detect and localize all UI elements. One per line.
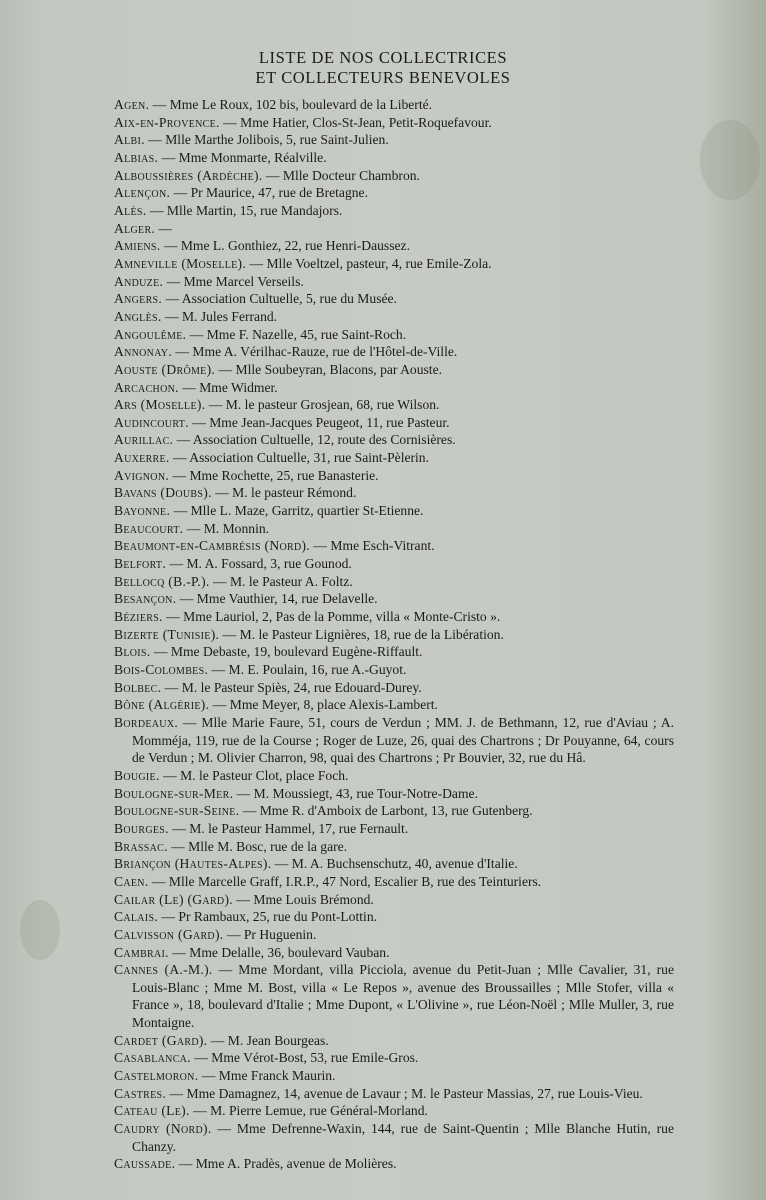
entry-dash <box>233 786 253 801</box>
list-entry <box>114 1155 674 1173</box>
entry-dash <box>219 627 239 642</box>
title-line-2: ET COLLECTEURS BENEVOLES <box>255 68 511 87</box>
entry-dash <box>166 1086 186 1101</box>
entry-city: Brassac. <box>114 838 168 854</box>
title-line-1: LISTE DE NOS COLLECTRICES <box>258 48 508 67</box>
entry-detail: Mme A. Pradès, avenue de Molières. <box>195 1156 397 1172</box>
entry-detail: Mme Rochette, 25, rue Banasterie. <box>189 467 379 483</box>
entry-detail: M. A. Buchsenschutz, 40, avenue d'Italie. <box>291 856 518 872</box>
entry-detail: Pr Rambaux, 25, rue du Pont-Lottin. <box>178 909 378 925</box>
entry-city: Bougie. <box>114 767 160 783</box>
entry-city: Aix-en-Provence. <box>114 114 220 130</box>
list-title <box>0 48 766 88</box>
entry-dash <box>223 927 243 942</box>
entry-detail: M. le Pasteur Spiès, 24, rue Edouard-Durey. <box>181 679 422 695</box>
entry-dash <box>213 962 239 977</box>
entry-city: Albias. <box>114 149 159 165</box>
entry-detail: Mme Lauriol, 2, Pas de la Pomme, villa « Monte-Cristo ». <box>183 609 501 625</box>
entry-city: Anglès. <box>114 308 162 324</box>
list-entry <box>114 908 674 926</box>
list-entry <box>114 96 674 114</box>
entry-dash <box>212 1121 237 1136</box>
entry-city: Ars (Moselle). <box>114 397 206 413</box>
entry-dash <box>191 1050 211 1065</box>
entry-city: Bolbec. <box>114 679 162 695</box>
entry-city: Bellocq (B.-P.). <box>114 573 210 589</box>
entry-detail: Mme Vérot-Bost, 53, rue Emile-Gros. <box>211 1050 419 1066</box>
entry-dash <box>162 309 182 324</box>
entry-city: Castelmoron. <box>114 1068 199 1084</box>
entry-detail: Mlle Martin, 15, rue Mandajors. <box>166 202 343 218</box>
entry-city: Cambrai. <box>114 944 169 960</box>
entry-detail: Mme Jean-Jacques Peugeot, 11, rue Pasteur. <box>209 414 450 430</box>
entry-dash <box>263 168 283 183</box>
entry-city: Casablanca. <box>114 1050 191 1066</box>
list-entry <box>114 555 674 573</box>
entry-city: Briançon (Hautes-Alpes). <box>114 856 272 872</box>
paper-stain <box>700 120 760 200</box>
entry-detail: Mme F. Nazelle, 45, rue Saint-Roch. <box>206 326 407 342</box>
entry-dash <box>210 574 230 589</box>
list-entry <box>114 590 674 608</box>
entry-dash <box>207 1033 227 1048</box>
entry-dash <box>271 856 291 871</box>
entry-dash <box>162 291 182 306</box>
entry-dash <box>190 1103 210 1118</box>
entry-dash <box>215 362 235 377</box>
entry-city: Alençon. <box>114 185 171 201</box>
list-entry <box>114 696 674 714</box>
entry-city: Caen. <box>114 873 149 889</box>
entry-dash <box>169 468 189 483</box>
entry-detail: M. le Pasteur Clot, place Foch. <box>180 767 349 783</box>
entry-dash <box>186 327 206 342</box>
entry-detail: Mme Hatier, Clos-St-Jean, Petit-Roquefavour. <box>240 114 492 130</box>
entry-city: Beaucourt. <box>114 520 184 536</box>
list-entry <box>114 414 674 432</box>
list-entry <box>114 114 674 132</box>
entry-detail: M. le Pasteur Lignières, 18, rue de la Libération. <box>239 626 504 642</box>
paper-stain <box>20 900 60 960</box>
entry-dash <box>161 680 181 695</box>
entry-detail: Mme Damagnez, 14, avenue de Lavaur ; M. le Pasteur Massias, 27, rue Louis-Vieu. <box>186 1085 643 1101</box>
list-entry <box>114 326 674 344</box>
list-entry <box>114 838 674 856</box>
list-entry <box>114 608 674 626</box>
entry-detail: M. le pasteur Grosjean, 68, rue Wilson. <box>225 397 440 413</box>
entry-dash <box>160 768 180 783</box>
list-entry <box>114 926 674 944</box>
entry-detail: Mlle Soubeyran, Blacons, par Aouste. <box>235 361 443 377</box>
entry-detail: Mme Delalle, 36, boulevard Vauban. <box>189 944 390 960</box>
entry-dash <box>170 450 190 465</box>
entry-city: Angers. <box>114 291 163 307</box>
entry-dash <box>169 821 189 836</box>
entry-detail: M. E. Poulain, 16, rue A.-Guyot. <box>228 662 407 677</box>
entry-detail: M. le Pasteur A. Foltz. <box>230 573 353 589</box>
entry-detail: Mme Franck Maurin. <box>218 1068 336 1084</box>
entry-detail: Mme Esch-Vitrant. <box>330 538 435 554</box>
list-entry <box>114 1120 674 1155</box>
entry-city: Bavans (Doubs). <box>114 485 212 501</box>
list-entry <box>114 449 674 467</box>
list-entry <box>114 467 674 485</box>
entry-detail: M. Moussiegt, 43, rue Tour-Notre-Dame. <box>253 785 478 801</box>
entry-dash <box>166 556 186 571</box>
entry-city: Aurillac. <box>114 432 174 448</box>
entry-city: Bône (Algérie). <box>114 697 210 713</box>
entry-dash <box>149 97 169 112</box>
entry-city: Auxerre. <box>114 450 170 466</box>
entry-dash <box>179 380 199 395</box>
list-entry <box>114 714 674 767</box>
entry-city: Belfort. <box>114 556 167 572</box>
list-entry <box>114 802 674 820</box>
list-entry <box>114 891 674 909</box>
entry-detail: Mme Le Roux, 102 bis, boulevard de la Liberté. <box>169 97 433 112</box>
entry-dash <box>168 839 188 854</box>
list-entry <box>114 167 674 185</box>
entry-city: Amiens. <box>114 238 161 254</box>
entry-detail: Mme Vauthier, 14, rue Delavelle. <box>196 591 378 607</box>
entry-dash <box>246 256 266 271</box>
list-entry <box>114 873 674 891</box>
entry-city: Bizerte (Tunisie). <box>114 626 220 642</box>
entry-detail: Mme Widmer. <box>199 379 278 395</box>
list-entry <box>114 944 674 962</box>
entry-detail: Association Cultuelle, 12, route des Cornisières. <box>192 432 456 448</box>
entry-city: Bordeaux. <box>114 714 179 730</box>
list-entry <box>114 361 674 379</box>
entry-dash <box>158 150 178 165</box>
list-entry <box>114 484 674 502</box>
entry-dash <box>198 1068 218 1083</box>
entry-detail: Pr Maurice, 47, rue de Bretagne. <box>190 185 368 201</box>
entry-city: Besançon. <box>114 591 177 607</box>
list-entry <box>114 855 674 873</box>
entry-detail: Mme L. Gonthiez, 22, rue Henri-Daussez. <box>180 238 410 254</box>
list-entry <box>114 396 674 414</box>
list-entry <box>114 502 674 520</box>
entry-dash <box>233 892 253 907</box>
entry-city: Annonay. <box>114 344 173 360</box>
entry-detail: Mlle Voeltzel, pasteur, 4, rue Emile-Zola. <box>266 255 492 271</box>
entry-detail: M. Jean Bourgeas. <box>227 1032 329 1048</box>
entry-detail: Association Cultuelle, 5, rue du Musée. <box>181 291 397 307</box>
entry-dash <box>176 591 196 606</box>
collector-list <box>114 96 674 1173</box>
entry-city: Bayonne. <box>114 503 171 519</box>
entry-city: Avignon. <box>114 467 170 483</box>
entry-detail: M. A. Fossard, 3, rue Gounod. <box>186 556 352 572</box>
entry-city: Castres. <box>114 1085 167 1101</box>
entry-detail: Mlle M. Bosc, rue de la gare. <box>188 838 348 854</box>
list-entry <box>114 1049 674 1067</box>
entry-city: Cailar (Le) (Gard). <box>114 891 233 907</box>
list-entry <box>114 308 674 326</box>
list-entry <box>114 1085 674 1103</box>
list-entry <box>114 679 674 697</box>
entry-city: Arcachon. <box>114 379 179 395</box>
list-entry <box>114 537 674 555</box>
entry-dash <box>183 521 203 536</box>
entry-dash <box>205 397 225 412</box>
entry-dash <box>155 221 172 236</box>
entry-city: Béziers. <box>114 609 163 625</box>
entry-dash <box>158 909 178 924</box>
entry-detail: M. le pasteur Rémond. <box>232 485 357 501</box>
list-entry <box>114 220 674 238</box>
entry-city: Calvisson (Gard). <box>114 926 224 942</box>
entry-detail: Mme Mordant, villa Picciola, avenue du Petit-Juan ; Mlle Cavalier, 31, rue Louis-Blanc ; Mme M. Bost, villa « Le Repos », avenue des Broussailles ; Mlle Stofer, villa « France », 18, boulevard d'Italie ; Mme Dupont, « L'Olivine », rue Léon-Noël ; Mlle Muller, 3, rue Montaigne. <box>132 962 675 1031</box>
entry-dash <box>160 238 180 253</box>
entry-city: Blois. <box>114 644 151 660</box>
entry-city: Audincourt. <box>114 414 189 430</box>
entry-city: Agen. <box>114 97 150 112</box>
entry-dash <box>169 945 189 960</box>
entry-detail: Mme A. Vérilhac-Rauze, rue de l'Hôtel-de-Ville. <box>192 344 458 360</box>
entry-city: Caudry (Nord). <box>114 1121 212 1137</box>
entry-dash <box>239 803 259 818</box>
list-entry <box>114 290 674 308</box>
entry-dash <box>172 344 192 359</box>
list-entry <box>114 149 674 167</box>
entry-detail: Mlle Marcelle Graff, I.R.P., 47 Nord, Escalier B, rue des Teinturiers. <box>168 873 542 889</box>
list-entry <box>114 661 674 679</box>
entry-dash <box>189 415 209 430</box>
list-entry <box>114 431 674 449</box>
entry-detail: Mlle Marthe Jolibois, 5, rue Saint-Julien. <box>165 132 389 148</box>
entry-dash <box>163 274 183 289</box>
entry-dash <box>170 503 190 518</box>
list-entry <box>114 131 674 149</box>
entry-detail: M. Jules Ferrand. <box>181 308 278 324</box>
entry-detail: M. Pierre Lemue, rue Général-Morland. <box>210 1103 428 1119</box>
entry-detail: Mlle Marie Faure, 51, cours de Verdun ; MM. J. de Bethmann, 12, rue d'Aviau ; A. Momméja, 119, rue de la Course ; Roger de Luze, 26, quai des Chartrons ; Dr Pouyanne, 64, cours de Verdun ; M. Olivier Charron, 98, quai des Chartrons ; Pr Bouvier, 32, rue du Hâ. <box>132 714 674 766</box>
entry-dash <box>147 203 167 218</box>
entry-city: Boulogne-sur-Seine. <box>114 803 240 819</box>
entry-detail: Mme Defrenne-Waxin, 144, rue de Saint-Quentin ; Mlle Blanche Hutin, rue Chanzy. <box>132 1121 674 1154</box>
entry-dash <box>173 432 193 447</box>
list-entry <box>114 1032 674 1050</box>
entry-city: Cateau (Le). <box>114 1103 190 1119</box>
entry-city: Albi. <box>114 132 145 148</box>
entry-dash <box>145 132 165 147</box>
entry-dash <box>178 715 201 730</box>
entry-dash <box>163 609 183 624</box>
list-entry <box>114 820 674 838</box>
entry-city: Bourges. <box>114 820 169 836</box>
entry-dash <box>175 1156 195 1171</box>
entry-dash <box>212 485 232 500</box>
list-entry <box>114 343 674 361</box>
list-entry <box>114 273 674 291</box>
list-entry <box>114 961 674 1032</box>
entry-city: Alger. <box>114 220 156 236</box>
list-entry <box>114 1067 674 1085</box>
entry-detail: Association Cultuelle, 31, rue Saint-Pèlerin. <box>189 450 430 466</box>
list-entry <box>114 643 674 661</box>
entry-detail: Mme Monmarte, Réalville. <box>178 149 327 165</box>
list-entry <box>114 520 674 538</box>
entry-detail: M. le Pasteur Hammel, 17, rue Fernault. <box>189 820 409 836</box>
entry-city: Boulogne-sur-Mer. <box>114 785 234 801</box>
list-entry <box>114 184 674 202</box>
entry-city: Caussade. <box>114 1156 176 1172</box>
entry-detail: Mme R. d'Amboix de Larbont, 13, rue Gutenberg. <box>259 803 533 819</box>
entry-dash <box>151 644 171 659</box>
entry-city: Cardet (Gard). <box>114 1032 208 1048</box>
entry-detail: Mme Marcel Verseils. <box>183 273 304 289</box>
list-entry <box>114 237 674 255</box>
list-entry <box>114 767 674 785</box>
entry-dash <box>209 697 229 712</box>
list-entry <box>114 785 674 803</box>
entry-city: Bois-Colombes. <box>114 662 209 677</box>
entry-city: Alboussières (Ardèche). <box>114 167 263 183</box>
entry-dash <box>310 538 330 553</box>
entry-city: Anduze. <box>114 273 164 289</box>
entry-dash <box>170 185 190 200</box>
list-entry <box>114 626 674 644</box>
entry-detail: Mlle Docteur Chambron. <box>282 167 420 183</box>
entry-dash <box>220 115 240 130</box>
list-entry <box>114 202 674 220</box>
entry-detail: M. Monnin. <box>203 520 270 536</box>
list-entry <box>114 255 674 273</box>
entry-detail: Mme Meyer, 8, place Alexis-Lambert. <box>229 697 438 713</box>
list-entry <box>114 573 674 591</box>
entry-city: Cannes (A.-M.). <box>114 962 213 978</box>
entry-detail: Mme Louis Brémond. <box>253 891 374 907</box>
entry-city: Aouste (Drôme). <box>114 361 216 377</box>
entry-detail: Pr Huguenin. <box>243 926 317 942</box>
entry-city: Beaumont-en-Cambrésis (Nord). <box>114 538 311 554</box>
entry-city: Amneville (Moselle). <box>114 255 247 271</box>
entry-dash <box>149 874 169 889</box>
entry-city: Angoulême. <box>114 326 187 342</box>
entry-dash <box>208 662 228 677</box>
entry-city: Alès. <box>114 202 147 218</box>
entry-detail: Mlle L. Maze, Garritz, quartier St-Etienne. <box>190 503 424 519</box>
entry-detail: Mme Debaste, 19, boulevard Eugène-Riffault. <box>170 644 423 660</box>
list-entry <box>114 379 674 397</box>
list-entry <box>114 1102 674 1120</box>
entry-city: Calais. <box>114 909 159 925</box>
